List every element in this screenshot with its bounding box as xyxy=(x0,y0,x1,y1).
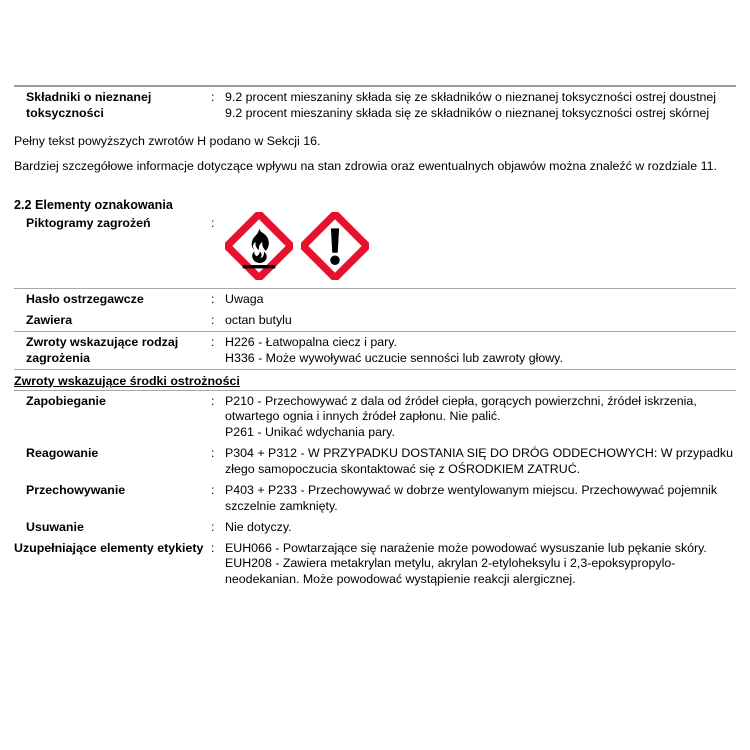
signal-word-line-1: Uwaga xyxy=(225,292,264,306)
disposal-label: Usuwanie xyxy=(26,519,84,534)
health-effects-note: Bardziej szczegółowe informacje dotyczące wpływu na stan zdrowia oraz ewentualnych objawów można znaleźć w rozdziale 11. xyxy=(14,158,717,173)
disposal-value xyxy=(225,520,736,536)
supplemental-statement-euh066: EUH066 - Powtarzające się narażenie może powodować wysuszanie lub pękanie skóry. xyxy=(225,540,707,555)
unknown-toxicity-row xyxy=(14,87,736,124)
top-spacer xyxy=(14,0,736,85)
contains-line-1: octan butylu xyxy=(225,312,292,327)
response-row xyxy=(14,443,736,480)
supplemental-statement-euh208: EUH208 - Zawiera metakrylan metylu, akrylan 2-etyloheksylu i 2,3-epoksypropylo-neodekanian. Może powodować wystąpienie reakcji alergicznej. xyxy=(225,556,676,587)
prevention-row xyxy=(14,391,736,444)
precautionary-heading-wrap xyxy=(14,370,736,390)
prevention-colon: : xyxy=(211,393,215,408)
pictograms-colon: : xyxy=(211,216,215,230)
hazard-statements-colon: : xyxy=(211,334,215,349)
pictograms-label: Piktogramy zagrożeń xyxy=(26,216,151,230)
supplemental-label: Uzupełniające elementy etykiety xyxy=(14,540,204,555)
hazard-statements-row xyxy=(14,332,736,369)
response-colon: : xyxy=(211,446,215,461)
precautionary-statement-p261: P261 - Unikać wdychania pary. xyxy=(225,425,395,440)
hazard-statements-value xyxy=(225,335,736,367)
signal-word-label: Hasło ostrzegawcze xyxy=(26,292,144,306)
storage-row xyxy=(14,480,736,517)
unknown-toxicity-colon: : xyxy=(211,90,215,104)
full-text-h-statements-note: Pełny tekst powyższych zwrotów H podano w Sekcji 16. xyxy=(14,133,321,148)
precautionary-statement-p210: P210 - Przechowywać z dala od źródeł ciepła, gorących powierzchni, źródeł iskrzenia, otwartego ognia i innych źródeł zapłonu. Nie palić. xyxy=(225,393,697,424)
disposal-line-1: Nie dotyczy. xyxy=(225,519,292,534)
contains-label: Zawiera xyxy=(26,312,73,327)
unknown-toxicity-line-2: 9.2 procent mieszaniny składa się ze składników o nieznanej toksyczności ostrej skórnej xyxy=(225,105,710,120)
hazard-statement-h226: H226 - Łatwopalna ciecz i pary. xyxy=(225,334,397,349)
section-2-2-heading: 2.2 Elementy oznakowania xyxy=(14,198,173,212)
contains-value xyxy=(225,313,736,329)
storage-value xyxy=(225,483,736,515)
response-label: Reagowanie xyxy=(26,446,99,461)
response-value xyxy=(225,446,736,478)
precautionary-statement-p304-p312: P304 + P312 - W PRZYPADKU DOSTANIA SIĘ DO DRÓG ODDECHOWYCH: W przypadku złego samopoczucia skontaktować się z OŚRODKIEM ZATRUĆ. xyxy=(225,446,734,476)
signal-word-value xyxy=(225,292,736,308)
unknown-toxicity-label: Składniki o nieznanej toksyczności xyxy=(26,90,152,120)
supplemental-colon: : xyxy=(211,540,215,555)
storage-colon: : xyxy=(211,482,215,497)
contains-row xyxy=(14,310,736,331)
supplemental-label-elements-row xyxy=(14,538,736,591)
unknown-toxicity-line-1: 9.2 procent mieszaniny składa się ze składników o nieznanej toksyczności ostrej doustnej xyxy=(225,90,717,104)
disposal-colon: : xyxy=(211,519,215,534)
pictograms-row xyxy=(14,214,736,280)
storage-label: Przechowywanie xyxy=(26,482,126,497)
contains-colon: : xyxy=(211,312,215,327)
signal-word-row xyxy=(14,289,736,310)
hazard-statement-h336: H336 - Może wywoływać uczucie senności lub zawroty głowy. xyxy=(225,350,563,365)
hazard-statements-label: Zwroty wskazujące rodzaj zagrożenia xyxy=(26,334,179,365)
precautionary-statement-p403-p233: P403 + P233 - Przechowywać w dobrze wentylowanym miejscu. Przechowywać pojemnik szczelnie zamknięty. xyxy=(225,482,718,513)
flame-pictogram-icon xyxy=(225,212,293,280)
signal-word-colon: : xyxy=(211,292,215,306)
supplemental-value xyxy=(225,541,736,589)
disposal-row xyxy=(14,517,736,538)
exclamation-mark-pictogram-icon xyxy=(301,212,369,280)
prevention-value xyxy=(225,394,736,442)
pictograms-container xyxy=(225,212,369,280)
prevention-label: Zapobieganie xyxy=(26,393,106,408)
precautionary-heading: Zwroty wskazujące środki ostrożności xyxy=(14,373,240,388)
unknown-toxicity-value xyxy=(225,90,736,122)
